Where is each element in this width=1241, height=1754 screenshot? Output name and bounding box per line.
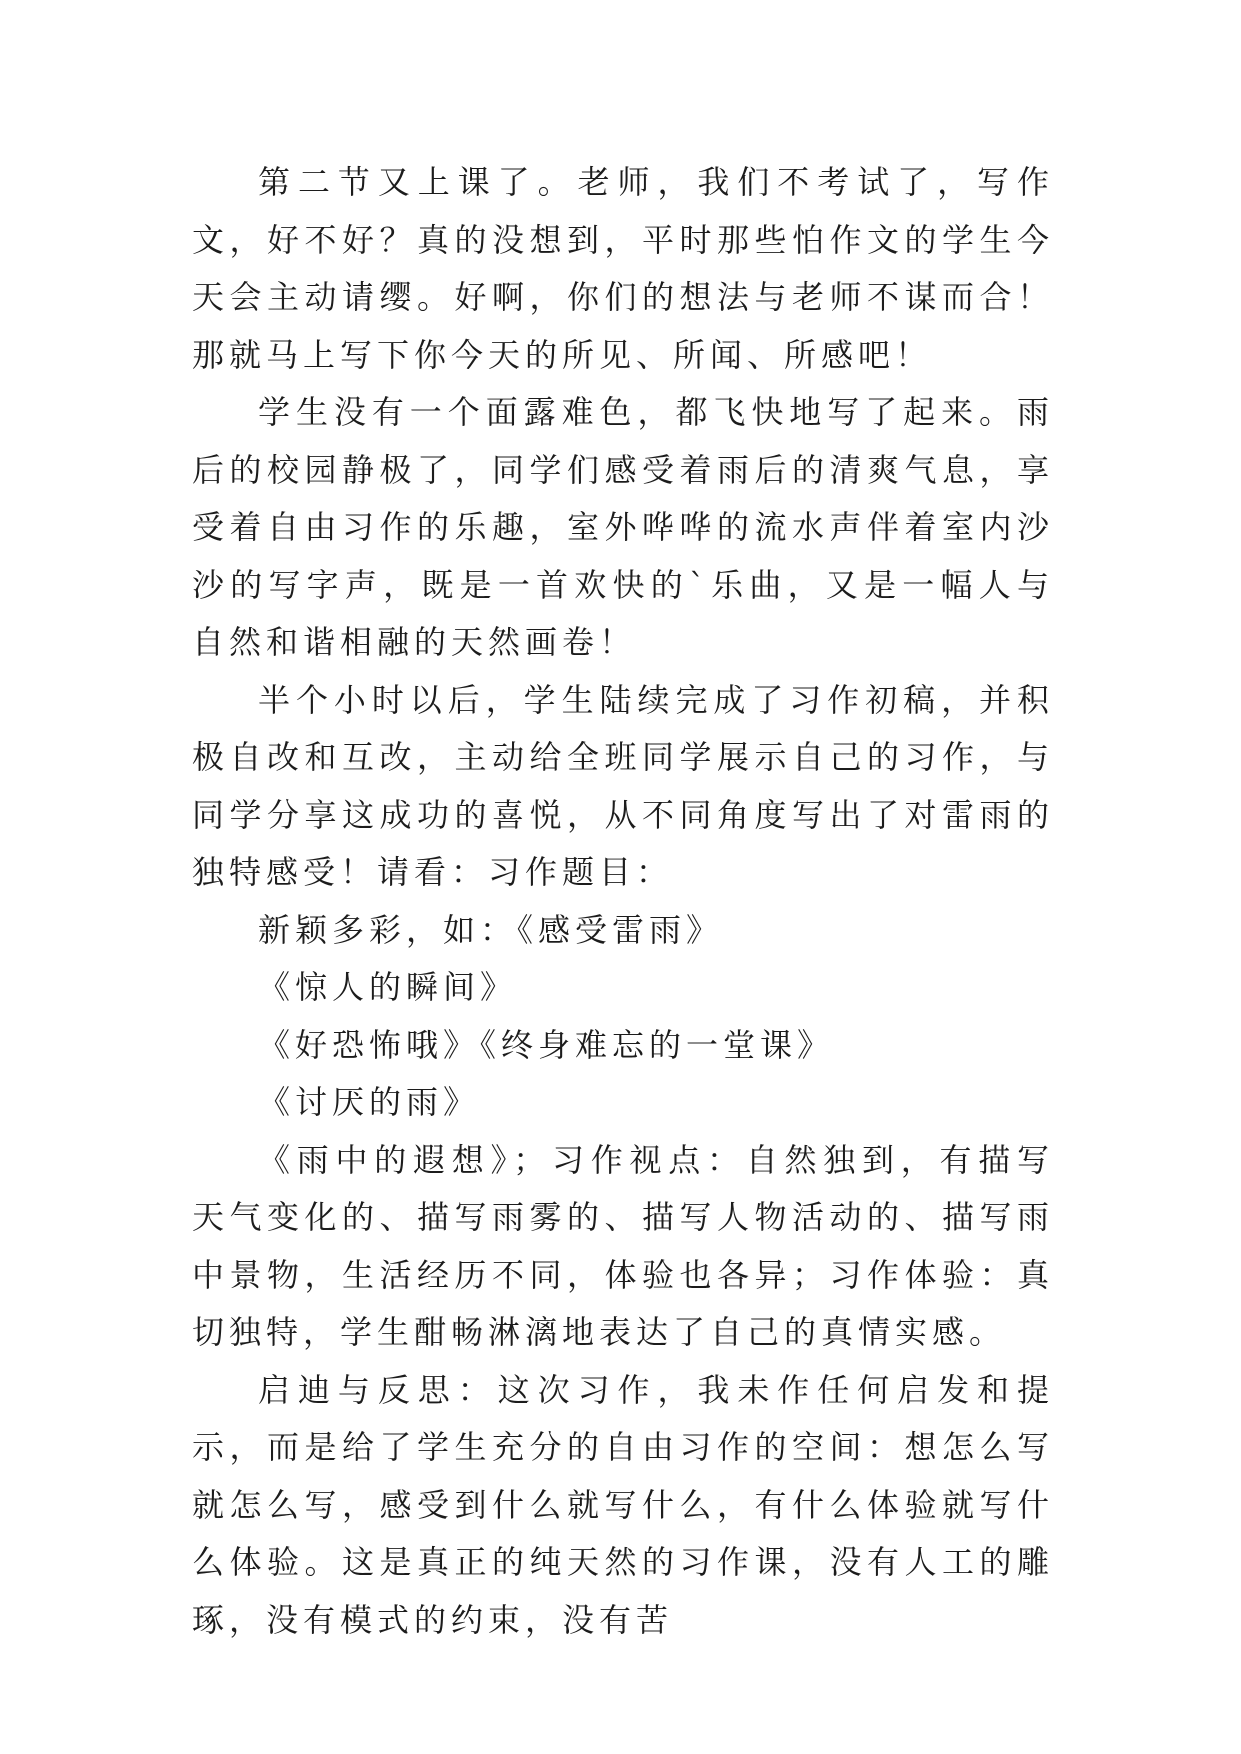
paragraph-title-example-1: 新颖多彩，如：《感受雷雨》 — [258, 910, 724, 949]
document-body — [192, 154, 1054, 1649]
paragraph-reflection: 启迪与反思：这次习作，我未作任何启发和提示，而是给了学生充分的自由习作的空间：想怎么写就怎么写，感受到什么就写什么，有什么体验就写什么体验。这是真正的纯天然的习作课，没有人工的雕琢，没有模式的约束，没有苦 — [192, 1370, 1054, 1639]
paragraph-title-example-3: 《好恐怖哦》《终身难忘的一堂课》 — [258, 1025, 835, 1064]
paragraph-writing-perspective: 《雨中的遐想》；习作视点：自然独到，有描写天气变化的、描写雨雾的、描写人物活动的、描写雨中景物，生活经历不同，体验也各异；习作体验：真切独特，学生酣畅淋漓地表达了自己的真情实感。 — [192, 1140, 1054, 1351]
paragraph-second-lesson: 第二节又上课了。老师，我们不考试了，写作文，好不好？真的没想到，平时那些怕作文的学生今天会主动请缨。好啊，你们的想法与老师不谋而合！那就马上写下你今天的所见、所闻、所感吧！ — [192, 163, 1054, 374]
paragraph-drafts-completed: 半个小时以后，学生陆续完成了习作初稿，并积极自改和互改，主动给全班同学展示自己的习作，与同学分享这成功的喜悦，从不同角度写出了对雷雨的独特感受！请看：习作题目： — [192, 680, 1054, 891]
paragraph-students-writing: 学生没有一个面露难色，都飞快地写了起来。雨后的校园静极了，同学们感受着雨后的清爽气息，享受着自由习作的乐趣，室外哗哗的流水声伴着室内沙沙的写字声，既是一首欢快的`乐曲，又是一幅人与自然和谐相融的天然画卷！ — [192, 393, 1054, 661]
paragraph-title-example-4: 《讨厌的雨》 — [258, 1083, 481, 1121]
paragraph-title-example-2: 《惊人的瞬间》 — [258, 968, 518, 1006]
